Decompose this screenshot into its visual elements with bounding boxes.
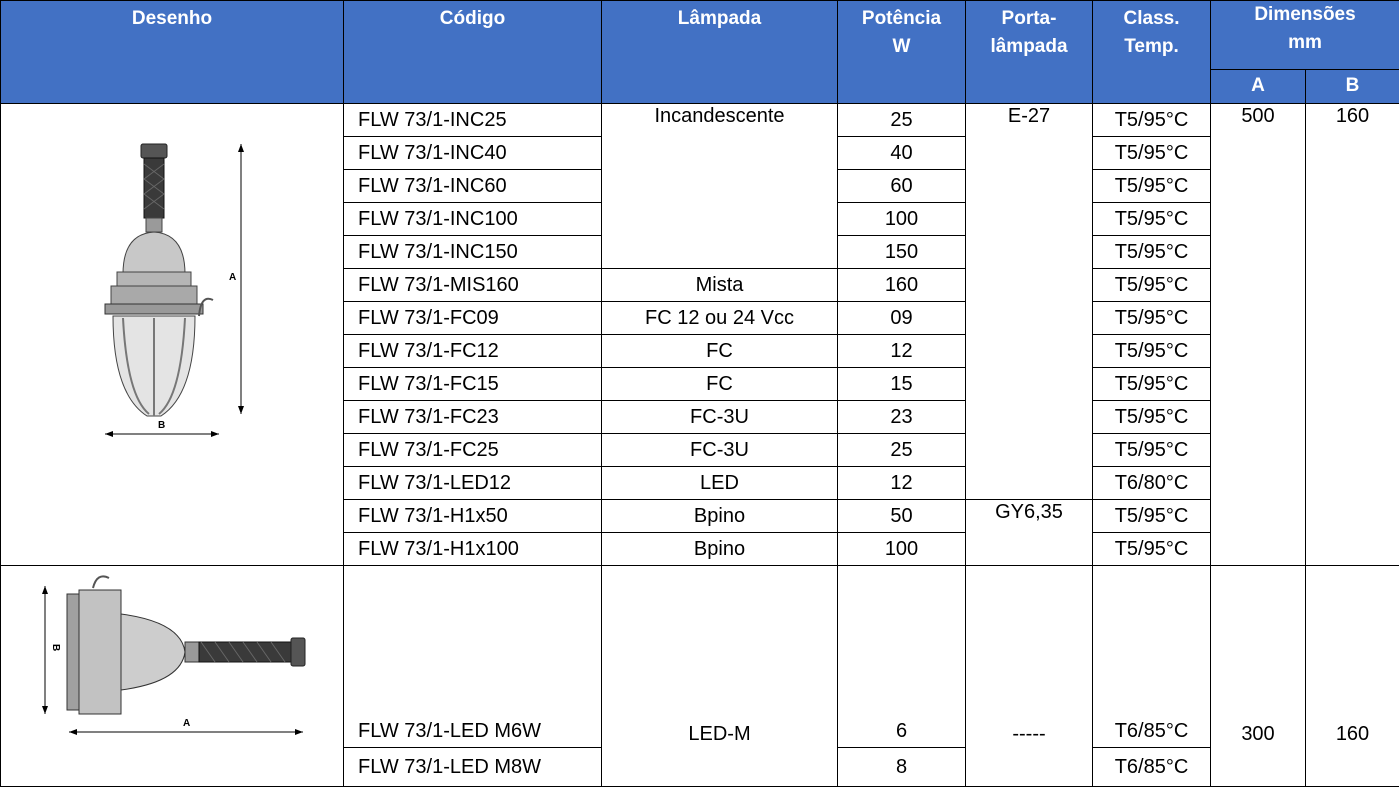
table-row bbox=[1, 566, 1399, 748]
col-header-lampada: Lâmpada bbox=[602, 1, 838, 104]
col-header-dim-b: B bbox=[1306, 69, 1399, 103]
col-header-class-temp: Class. Temp. bbox=[1093, 1, 1211, 104]
table-cell-power: 6 bbox=[838, 566, 966, 748]
dimension-label-a: A bbox=[183, 718, 191, 729]
table-cell-lamp: FC 12 ou 24 Vcc bbox=[602, 302, 838, 335]
table-cell-code: FLW 73/1-FC25 bbox=[344, 434, 602, 467]
dimension-label-b: B bbox=[158, 420, 166, 431]
table-cell-temp: T5/95°C bbox=[1093, 104, 1211, 137]
table-cell-temp: T5/95°C bbox=[1093, 137, 1211, 170]
table-cell-power: 50 bbox=[838, 500, 966, 533]
table-cell-code: FLW 73/1-INC25 bbox=[344, 104, 602, 137]
table-cell-temp: T5/95°C bbox=[1093, 269, 1211, 302]
table-cell-power: 09 bbox=[838, 302, 966, 335]
table-cell-lamp-holder: E-27 bbox=[966, 104, 1093, 500]
col-header-potencia: Potência W bbox=[838, 1, 966, 104]
table-cell-power: 12 bbox=[838, 335, 966, 368]
table-cell-lamp-holder: GY6,35 bbox=[966, 500, 1093, 566]
table-cell-power: 150 bbox=[838, 236, 966, 269]
table-cell-power: 100 bbox=[838, 203, 966, 236]
table-cell-dim-a: 500 bbox=[1211, 104, 1306, 566]
table-cell-code: FLW 73/1-FC15 bbox=[344, 368, 602, 401]
table-cell-code: FLW 73/1-MIS160 bbox=[344, 269, 602, 302]
table-cell-dim-b: 160 bbox=[1306, 104, 1399, 566]
table-cell-code: FLW 73/1-FC09 bbox=[344, 302, 602, 335]
table-cell-code: FLW 73/1-INC100 bbox=[344, 203, 602, 236]
table-cell-temp: T5/95°C bbox=[1093, 170, 1211, 203]
table-cell-temp: T5/95°C bbox=[1093, 203, 1211, 236]
table-cell-lamp: FC bbox=[602, 335, 838, 368]
col-header-desenho: Desenho bbox=[1, 1, 344, 104]
table-cell-code: FLW 73/1-LED M8W bbox=[344, 748, 602, 787]
table-cell-dim-b: 160 bbox=[1306, 566, 1399, 787]
luminaire-horizontal-drawing bbox=[1, 566, 344, 787]
table-cell-temp: T5/95°C bbox=[1093, 401, 1211, 434]
table-cell-lamp: FC bbox=[602, 368, 838, 401]
table-cell-power: 100 bbox=[838, 533, 966, 566]
table-cell-dim-a: 300 bbox=[1211, 566, 1306, 787]
table-cell-power: 25 bbox=[838, 434, 966, 467]
table-cell-code: FLW 73/1-FC12 bbox=[344, 335, 602, 368]
col-header-porta-lampada: Porta- lâmpada bbox=[966, 1, 1093, 104]
table-cell-power: 8 bbox=[838, 748, 966, 787]
table-cell-temp: T5/95°C bbox=[1093, 434, 1211, 467]
col-header-dimensoes: Dimensões mm bbox=[1211, 1, 1399, 70]
table-cell-code: FLW 73/1-INC60 bbox=[344, 170, 602, 203]
table-cell-lamp-holder: ----- bbox=[966, 566, 1093, 787]
dimension-label-a: A bbox=[229, 272, 237, 283]
table-cell-temp: T5/95°C bbox=[1093, 335, 1211, 368]
col-header-dim-a: A bbox=[1211, 69, 1306, 103]
table-cell-lamp: FC-3U bbox=[602, 434, 838, 467]
table-cell-power: 23 bbox=[838, 401, 966, 434]
table-cell-temp: T6/85°C bbox=[1093, 748, 1211, 787]
table-cell-temp: T5/95°C bbox=[1093, 533, 1211, 566]
table-cell-code: FLW 73/1-FC23 bbox=[344, 401, 602, 434]
col-header-codigo: Código bbox=[344, 1, 602, 104]
table-cell-power: 60 bbox=[838, 170, 966, 203]
dimension-label-b: B bbox=[50, 644, 61, 652]
table-cell-temp: T6/85°C bbox=[1093, 566, 1211, 748]
table-cell-lamp: Bpino bbox=[602, 533, 838, 566]
table-cell-temp: T5/95°C bbox=[1093, 236, 1211, 269]
table-cell-code: FLW 73/1-LED M6W bbox=[344, 566, 602, 748]
table-cell-temp: T6/80°C bbox=[1093, 467, 1211, 500]
table-cell-lamp: LED-M bbox=[602, 566, 838, 787]
table-cell-code: FLW 73/1-H1x100 bbox=[344, 533, 602, 566]
table-cell-lamp: Incandescente bbox=[602, 104, 838, 269]
table-cell-lamp: Bpino bbox=[602, 500, 838, 533]
table-cell-code: FLW 73/1-H1x50 bbox=[344, 500, 602, 533]
table-cell-temp: T5/95°C bbox=[1093, 302, 1211, 335]
table-cell-lamp: Mista bbox=[602, 269, 838, 302]
table-cell-temp: T5/95°C bbox=[1093, 500, 1211, 533]
table-cell-code: FLW 73/1-LED12 bbox=[344, 467, 602, 500]
table-cell-power: 40 bbox=[838, 137, 966, 170]
table-cell-code: FLW 73/1-INC150 bbox=[344, 236, 602, 269]
luminaire-vertical-drawing bbox=[1, 104, 344, 566]
table-cell-power: 12 bbox=[838, 467, 966, 500]
table-cell-lamp: LED bbox=[602, 467, 838, 500]
table-cell-power: 25 bbox=[838, 104, 966, 137]
table-cell-lamp: FC-3U bbox=[602, 401, 838, 434]
table-cell-power: 160 bbox=[838, 269, 966, 302]
table-cell-temp: T5/95°C bbox=[1093, 368, 1211, 401]
table-cell-code: FLW 73/1-INC40 bbox=[344, 137, 602, 170]
table-cell-power: 15 bbox=[838, 368, 966, 401]
